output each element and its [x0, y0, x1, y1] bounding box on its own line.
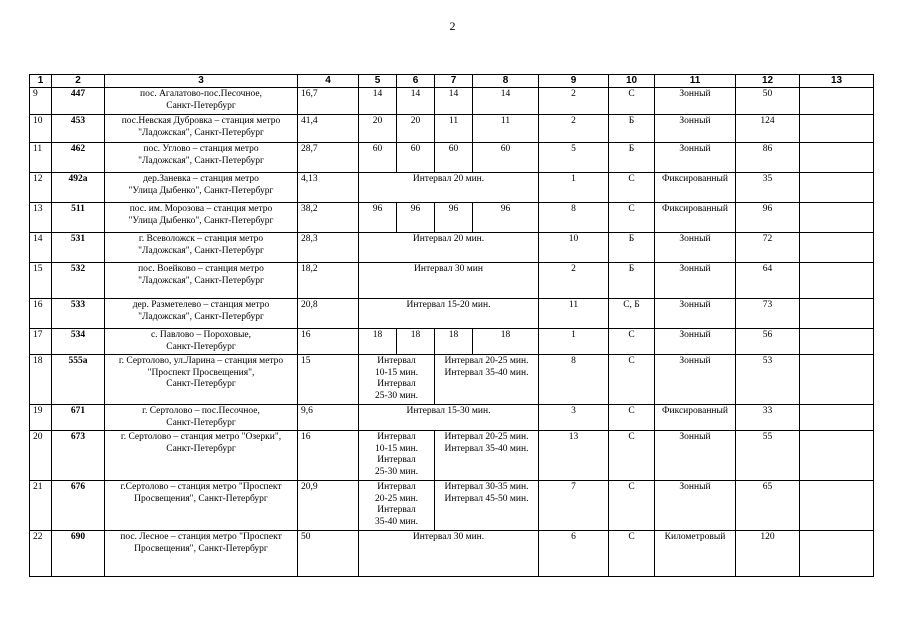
route-name	[105, 173, 298, 203]
cell-col5: 18	[359, 329, 397, 355]
route-name	[105, 143, 298, 173]
route-name-line: "Ладожская", Санкт-Петербург	[138, 127, 264, 138]
route-number: 673	[52, 431, 105, 481]
route-number: 462	[52, 143, 105, 173]
table-row	[30, 263, 874, 299]
cell-col11: Фиксированный	[655, 405, 736, 431]
cell-col9: 11	[539, 299, 609, 329]
route-name-line: дер.Заневка – станция метро	[143, 174, 259, 184]
table-row	[30, 173, 874, 203]
route-name	[105, 115, 298, 143]
cell-col11: Зонный	[655, 355, 736, 405]
interval-cell: Интервал 30 мин	[359, 263, 539, 299]
route-name-line: пос. Углово – станция метро	[143, 144, 259, 154]
table-row	[30, 481, 874, 531]
column-header: 3	[105, 75, 298, 88]
cell-col10: С	[609, 173, 655, 203]
header-row	[30, 75, 874, 88]
row-number: 17	[30, 329, 52, 355]
column-header: 13	[800, 75, 874, 88]
cell-col5: 14	[359, 88, 397, 115]
route-name-line: г. Сертолово – пос.Песочное,	[142, 406, 260, 416]
table-row	[30, 88, 874, 115]
route-number: 492а	[52, 173, 105, 203]
interval-cell: Интервал 20 мин.	[359, 233, 539, 263]
routes-table	[29, 74, 874, 577]
cell-col7: 18	[435, 329, 473, 355]
cell-col9: 6	[539, 531, 609, 577]
interval-cell-line: Интервал 45-50 мин.	[444, 493, 529, 504]
cell-col10: С	[609, 481, 655, 531]
cell-col11: Зонный	[655, 233, 736, 263]
cell-col10: Б	[609, 115, 655, 143]
row-number: 14	[30, 233, 52, 263]
route-name-line: "Улица Дыбенко", Санкт-Петербург	[128, 215, 274, 226]
interval-cell-line: Интервал 20-25 мин.	[444, 432, 529, 442]
interval-cell-line: Интервал	[377, 482, 416, 492]
column-header: 8	[473, 75, 539, 88]
route-name-line: Санкт-Петербург	[166, 341, 236, 352]
route-name-line: Просвещения", Санкт-Петербург	[134, 543, 268, 554]
cell-col13	[800, 88, 874, 115]
route-name-line: г.Сертолово – станция метро "Проспект	[120, 482, 282, 492]
cell-col9: 1	[539, 329, 609, 355]
route-name-line: "Ладожская", Санкт-Петербург	[138, 311, 264, 322]
interval-cell-line: 20-25 мин.	[374, 493, 419, 504]
route-name	[105, 88, 298, 115]
table-row	[30, 233, 874, 263]
cell-col10: Б	[609, 263, 655, 299]
cell-col13	[800, 329, 874, 355]
cell-col13	[800, 431, 874, 481]
cell-col10: С	[609, 88, 655, 115]
interval-cell	[359, 431, 435, 481]
route-name-line: Санкт-Петербург	[166, 379, 236, 389]
route-length: 50	[298, 531, 359, 577]
route-length: 4,13	[298, 173, 359, 203]
interval-cell	[359, 481, 435, 531]
cell-col9: 10	[539, 233, 609, 263]
cell-col10: Б	[609, 233, 655, 263]
row-number: 10	[30, 115, 52, 143]
route-name	[105, 481, 298, 531]
cell-col7: 96	[435, 203, 473, 233]
table-row	[30, 115, 874, 143]
cell-col13	[800, 233, 874, 263]
route-number: 453	[52, 115, 105, 143]
cell-col11: Фиксированный	[655, 203, 736, 233]
cell-col6: 60	[397, 143, 435, 173]
table-row	[30, 431, 874, 481]
route-name	[105, 431, 298, 481]
column-header: 4	[298, 75, 359, 88]
cell-col11: Фиксированный	[655, 173, 736, 203]
table-row	[30, 531, 874, 577]
row-number: 22	[30, 531, 52, 577]
route-length: 20,9	[298, 481, 359, 531]
cell-col5: 96	[359, 203, 397, 233]
interval-cell-line: Интервал	[377, 432, 416, 442]
cell-col11: Зонный	[655, 263, 736, 299]
table-row	[30, 329, 874, 355]
cell-col12: 73	[736, 299, 800, 329]
row-number: 12	[30, 173, 52, 203]
route-length: 38,2	[298, 203, 359, 233]
route-name-line: пос. Лесное – станция метро "Проспект	[120, 532, 282, 542]
cell-col12: 35	[736, 173, 800, 203]
route-number: 532	[52, 263, 105, 299]
column-header: 9	[539, 75, 609, 88]
interval-cell: Интервал 20 мин.	[359, 173, 539, 203]
cell-col8: 18	[473, 329, 539, 355]
interval-cell: Интервал 30 мин.	[359, 531, 539, 577]
route-number: 531	[52, 233, 105, 263]
table-row	[30, 203, 874, 233]
cell-col13	[800, 355, 874, 405]
cell-col12: 53	[736, 355, 800, 405]
cell-col9: 1	[539, 173, 609, 203]
cell-col12: 72	[736, 233, 800, 263]
column-header: 12	[736, 75, 800, 88]
row-number: 16	[30, 299, 52, 329]
route-name-line: "Ладожская", Санкт-Петербург	[138, 245, 264, 256]
cell-col11: Зонный	[655, 299, 736, 329]
cell-col6: 96	[397, 203, 435, 233]
cell-col6: 18	[397, 329, 435, 355]
route-length: 16	[298, 329, 359, 355]
route-name-line: Санкт-Петербург	[166, 100, 236, 111]
cell-col13	[800, 405, 874, 431]
cell-col11: Зонный	[655, 431, 736, 481]
cell-col11: Зонный	[655, 115, 736, 143]
interval-cell-line: 10-15 мин.	[374, 443, 419, 454]
interval-cell-line: Интервал 30-35 мин.	[444, 482, 529, 492]
interval-cell	[359, 355, 435, 405]
interval-cell-line: 10-15 мин.	[374, 367, 419, 378]
route-number: 447	[52, 88, 105, 115]
table-row	[30, 355, 874, 405]
route-name-line: с. Павлово – Пороховые,	[150, 330, 252, 340]
interval-cell	[435, 481, 539, 531]
route-name-line: "Ладожская", Санкт-Петербург	[138, 155, 264, 166]
cell-col12: 120	[736, 531, 800, 577]
cell-col10: С	[609, 329, 655, 355]
column-header: 7	[435, 75, 473, 88]
cell-col13	[800, 481, 874, 531]
route-name-line: г. Всеволожск – станция метро	[138, 234, 264, 244]
column-header: 1	[30, 75, 52, 88]
route-length: 41,4	[298, 115, 359, 143]
interval-cell-line: Интервал	[377, 379, 416, 389]
column-header: 11	[655, 75, 736, 88]
cell-col11: Зонный	[655, 329, 736, 355]
cell-col9: 2	[539, 88, 609, 115]
route-name-line: г. Сертолово – станция метро "Озерки",	[120, 432, 282, 442]
route-length: 15	[298, 355, 359, 405]
route-number: 690	[52, 531, 105, 577]
column-header: 10	[609, 75, 655, 88]
cell-col8: 96	[473, 203, 539, 233]
interval-cell-line: 25-30 мин.	[374, 390, 419, 401]
cell-col9: 2	[539, 115, 609, 143]
cell-col9: 2	[539, 263, 609, 299]
cell-col9: 7	[539, 481, 609, 531]
cell-col10: Б	[609, 143, 655, 173]
interval-cell: Интервал 15-20 мин.	[359, 299, 539, 329]
cell-col13	[800, 115, 874, 143]
route-length: 18,2	[298, 263, 359, 299]
route-name	[105, 531, 298, 577]
route-name-line: "Проспект Просвещения",	[147, 367, 255, 378]
interval-cell-line: Интервал	[377, 455, 416, 465]
cell-col8: 60	[473, 143, 539, 173]
row-number: 9	[30, 88, 52, 115]
cell-col11: Километровый	[655, 531, 736, 577]
row-number: 11	[30, 143, 52, 173]
cell-col6: 14	[397, 88, 435, 115]
cell-col9: 8	[539, 203, 609, 233]
route-name	[105, 263, 298, 299]
route-length: 16,7	[298, 88, 359, 115]
cell-col7: 60	[435, 143, 473, 173]
cell-col9: 13	[539, 431, 609, 481]
cell-col11: Зонный	[655, 481, 736, 531]
interval-cell-line: 25-30 мин.	[374, 466, 419, 477]
interval-cell-line: Интервал 35-40 мин.	[444, 367, 529, 378]
cell-col13	[800, 263, 874, 299]
interval-cell	[435, 431, 539, 481]
cell-col12: 64	[736, 263, 800, 299]
cell-col12: 56	[736, 329, 800, 355]
route-name-line: "Ладожская", Санкт-Петербург	[138, 275, 264, 286]
cell-col8: 14	[473, 88, 539, 115]
route-name	[105, 405, 298, 431]
route-length: 16	[298, 431, 359, 481]
route-number: 555а	[52, 355, 105, 405]
route-number: 534	[52, 329, 105, 355]
row-number: 20	[30, 431, 52, 481]
cell-col13	[800, 299, 874, 329]
route-name-line: дер. Разметелево – станция метро	[132, 300, 270, 310]
route-name	[105, 233, 298, 263]
row-number: 18	[30, 355, 52, 405]
route-name	[105, 355, 298, 405]
cell-col5: 20	[359, 115, 397, 143]
cell-col5: 60	[359, 143, 397, 173]
row-number: 21	[30, 481, 52, 531]
column-header: 2	[52, 75, 105, 88]
page-number: 2	[449, 19, 456, 33]
cell-col12: 96	[736, 203, 800, 233]
route-name-line: пос.Невская Дубровка – станция метро	[121, 116, 281, 126]
cell-col6: 20	[397, 115, 435, 143]
cell-col7: 14	[435, 88, 473, 115]
cell-col12: 86	[736, 143, 800, 173]
cell-col9: 3	[539, 405, 609, 431]
table-row	[30, 143, 874, 173]
interval-cell-line: Интервал	[377, 505, 416, 515]
cell-col10: С, Б	[609, 299, 655, 329]
row-number: 19	[30, 405, 52, 431]
cell-col13	[800, 173, 874, 203]
cell-col11: Зонный	[655, 143, 736, 173]
route-name-line: Санкт-Петербург	[166, 443, 236, 454]
interval-cell-line: Интервал 20-25 мин.	[444, 356, 529, 366]
route-name	[105, 203, 298, 233]
cell-col13	[800, 203, 874, 233]
column-header: 5	[359, 75, 397, 88]
cell-col9: 8	[539, 355, 609, 405]
cell-col8: 11	[473, 115, 539, 143]
cell-col12: 55	[736, 431, 800, 481]
cell-col12: 124	[736, 115, 800, 143]
cell-col10: С	[609, 531, 655, 577]
route-name	[105, 299, 298, 329]
interval-cell-line: 35-40 мин.	[374, 516, 419, 527]
cell-col10: С	[609, 431, 655, 481]
route-number: 533	[52, 299, 105, 329]
interval-cell: Интервал 15-30 мин.	[359, 405, 539, 431]
route-number: 671	[52, 405, 105, 431]
cell-col12: 33	[736, 405, 800, 431]
interval-cell-line: Интервал	[377, 356, 416, 366]
route-number: 676	[52, 481, 105, 531]
interval-cell	[435, 355, 539, 405]
cell-col13	[800, 531, 874, 577]
route-number: 511	[52, 203, 105, 233]
route-length: 28,3	[298, 233, 359, 263]
cell-col10: С	[609, 203, 655, 233]
cell-col9: 5	[539, 143, 609, 173]
cell-col12: 65	[736, 481, 800, 531]
table-row	[30, 405, 874, 431]
interval-cell-line: Интервал 35-40 мин.	[444, 443, 529, 454]
route-name-line: Просвещения", Санкт-Петербург	[134, 493, 268, 504]
route-length: 9,6	[298, 405, 359, 431]
route-length: 28,7	[298, 143, 359, 173]
route-name-line: пос. Агалатово-пос.Песочное,	[140, 89, 262, 99]
column-header: 6	[397, 75, 435, 88]
cell-col7: 11	[435, 115, 473, 143]
row-number: 13	[30, 203, 52, 233]
route-length: 20,8	[298, 299, 359, 329]
row-number: 15	[30, 263, 52, 299]
cell-col11: Зонный	[655, 88, 736, 115]
route-name-line: г. Сертолово, ул.Ларина – станция метро	[118, 356, 284, 366]
route-name-line: Санкт-Петербург	[166, 417, 236, 428]
route-name-line: пос. им. Морозова – станция метро	[129, 204, 273, 214]
route-name-line: пос. Воейково – станция метро	[138, 264, 264, 274]
cell-col12: 50	[736, 88, 800, 115]
route-name-line: "Улица Дыбенко", Санкт-Петербург	[128, 185, 274, 196]
table-row	[30, 299, 874, 329]
cell-col10: С	[609, 355, 655, 405]
cell-col13	[800, 143, 874, 173]
route-name	[105, 329, 298, 355]
cell-col10: С	[609, 405, 655, 431]
